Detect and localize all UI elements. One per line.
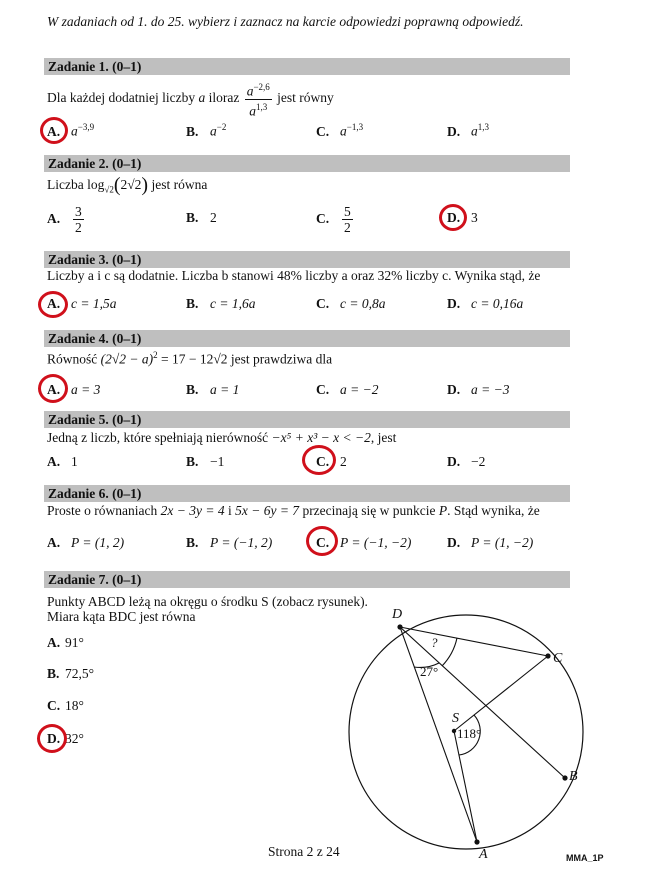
task6-option-b[interactable]: B. P = (−1, 2) [186,535,273,550]
task3-header: Zadanie 3. (0–1) [44,251,570,268]
task1-option-b[interactable]: B. $a^{-2}$ [186,122,227,139]
task7-question-line2: Miara kąta BDC jest równa [47,609,196,624]
task1-option-a[interactable]: A. $a^{-3,9}$ [47,122,95,139]
point-b [562,775,567,780]
task3-option-b[interactable]: B. c = 1,6a [186,296,256,311]
task4-question: Równość $(2√2 - a)^2 = 17 - 12√2$ jest prawdziwa dla [47,350,333,367]
task4-option-d[interactable]: D. a = −3 [447,382,510,397]
task2-option-c[interactable]: C. $\frac{5}{2}$ [316,204,351,235]
task6-option-c[interactable]: C. P = (−1, −2) [316,535,412,550]
task7-option-b[interactable]: B. 72,5° [47,666,95,681]
task5-question: Jedną z liczb, które spełniają nierówność −x⁵ + x³ − x < −2, jest [47,430,397,445]
task2-question: Liczba $\log_{√2}(2√2)$ jest równa [47,174,208,196]
task4-option-a[interactable]: A. a = 3 [47,382,101,397]
task6-header: Zadanie 6. (0–1) [44,485,570,502]
task4-option-b[interactable]: B. a = 1 [186,382,240,397]
label-a: A [479,847,488,862]
task2-option-b[interactable]: B. 2 [186,210,217,225]
task5-option-a[interactable]: A. 1 [47,454,78,469]
task2-option-d[interactable]: D. 3 [447,210,478,225]
point-s [452,729,456,733]
task7-question-line1: Punkty ABCD leżą na okręgu o środku S (zobacz rysunek). [47,594,368,609]
task1-option-c[interactable]: C. $a^{-1,3}$ [316,122,364,139]
task7-option-a[interactable]: A. 91° [47,635,84,650]
task4-header: Zadanie 4. (0–1) [44,330,570,347]
task2-option-a[interactable]: A. $\frac{3}{2}$ [47,204,82,235]
task1-question: Dla każdej dodatniej liczby a iloraz $\frac{a^{-2,6}}{a^{1,3}}$ jest równy [47,82,334,118]
task5-option-d[interactable]: D. −2 [447,454,486,469]
point-d [397,624,402,629]
angle-arc-cdb [442,638,457,666]
task5-header: Zadanie 5. (0–1) [44,411,570,428]
task3-option-a[interactable]: A. c = 1,5a [47,296,117,311]
task1-option-d[interactable]: D. $a^{1,3}$ [447,122,489,139]
point-a [474,839,479,844]
angle-label-27: 27° [420,664,439,679]
label-c: C [553,651,563,666]
task5-option-b[interactable]: B. −1 [186,454,225,469]
task7-option-d[interactable]: D. 32° [47,731,84,746]
task1-header: Zadanie 1. (0–1) [44,58,570,75]
segment-db [400,627,565,778]
label-s: S [452,711,459,726]
instructions: W zadaniach od 1. do 25. wybierz i zaznacz na karcie odpowiedzi poprawną odpowiedź. [47,14,524,29]
task3-option-d[interactable]: D. c = 0,16a [447,296,524,311]
task6-question: Proste o równaniach 2x − 3y = 4 i 5x − 6y = 7 przecinają się w punkcie P. Stąd wynika, że [47,503,540,518]
task3-option-c[interactable]: C. c = 0,8a [316,296,386,311]
label-d: D [392,607,403,622]
point-c [545,653,550,658]
task5-option-c[interactable]: C. 2 [316,454,347,469]
task4-option-c[interactable]: C. a = −2 [316,382,379,397]
page-number: Strona 2 z 24 [268,844,340,859]
task7-header: Zadanie 7. (0–1) [44,571,570,588]
task1-fraction: $\frac{a^{-2,6}}{a^{1,3}}$ [246,82,270,118]
angle-label-118: 118° [457,726,482,741]
exam-code: MMA_1P [566,853,604,863]
task6-option-d[interactable]: D. P = (1, −2) [447,535,534,550]
task2-header: Zadanie 2. (0–1) [44,155,570,172]
task3-question: Liczby a i c są dodatnie. Liczba b stanowi 48% liczby a oraz 32% liczby c. Wynika stąd, że [47,268,541,283]
label-b: B [569,769,578,784]
angle-label-unknown: ? [431,635,438,650]
task7-option-c[interactable]: C. 18° [47,698,84,713]
task6-option-a[interactable]: A. P = (1, 2) [47,535,125,550]
